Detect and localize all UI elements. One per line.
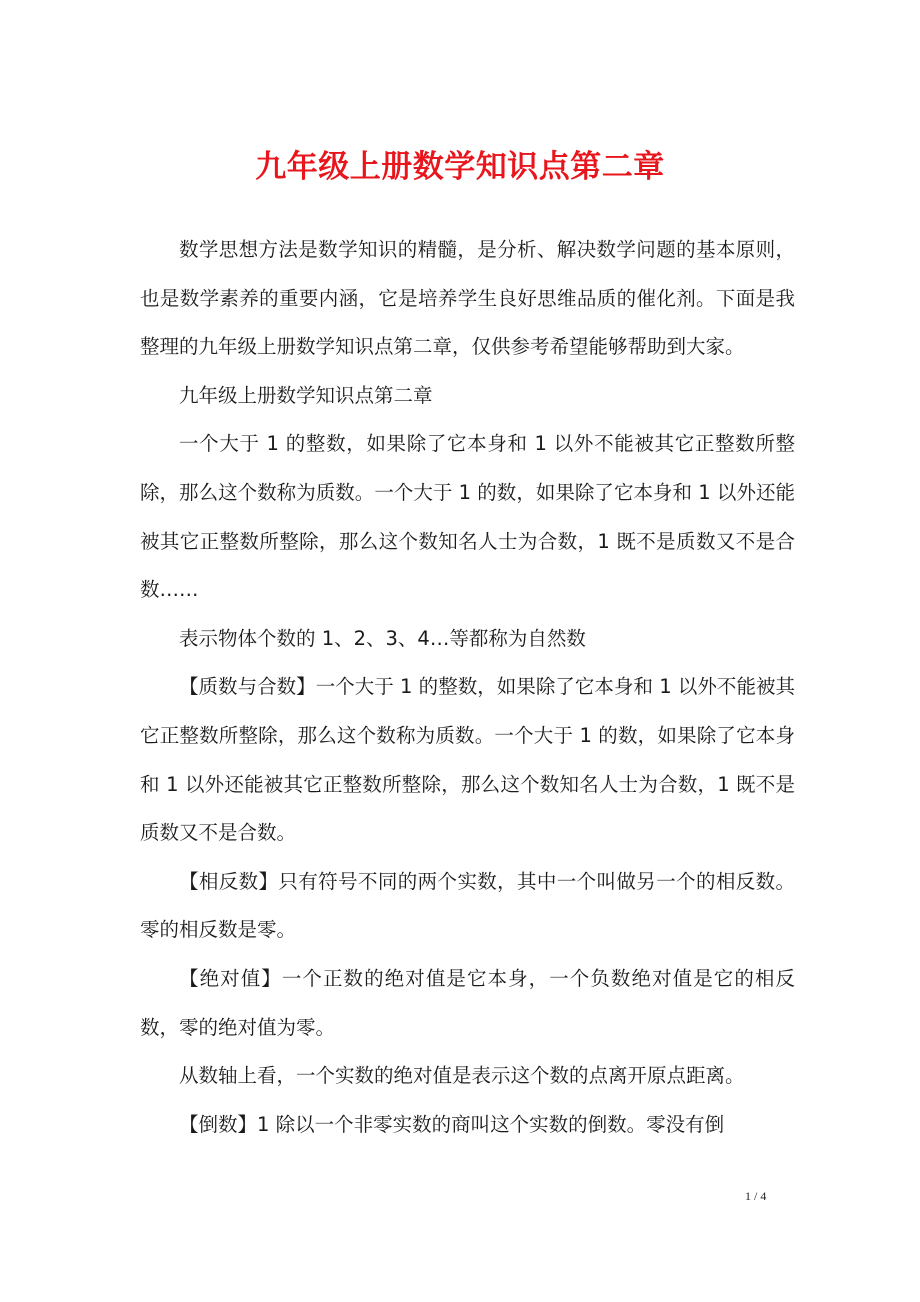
paragraph-natural-numbers: 表示物体个数的 1、2、3、4…等都称为自然数 xyxy=(179,626,586,650)
document-title: 九年级上册数学知识点第二章 xyxy=(255,149,665,185)
paragraph-intro: 数学思想方法是数学知识的精髓，是分析、解决数学问题的基本原则，也是数学素养的重要内涵，它是培养学生良好思维品质的催化剂。下面是我整理的九年级上册数学知识点第二章，仅供参考希望能够帮助到大家。 xyxy=(140,238,795,359)
paragraph-subheading: 九年级上册数学知识点第二章 xyxy=(179,383,433,407)
paragraph-reciprocal: 【倒数】1 除以一个非零实数的商叫这个实数的倒数。零没有倒 xyxy=(179,1112,725,1136)
paragraph-absolute-value: 【绝对值】一个正数的绝对值是它本身，一个负数绝对值是它的相反数，零的绝对值为零。 xyxy=(140,966,795,1039)
paragraph-prime-summary: 一个大于 1 的整数，如果除了它本身和 1 以外不能被其它正整数所整除，那么这个数称为质数。一个大于 1 的数，如果除了它本身和 1 以外还能被其它正整数所整除，那么这个数知名人士为合数，1 既不是质数又不是合数…… xyxy=(140,432,795,602)
paragraph-opposite-number: 【相反数】只有符号不同的两个实数，其中一个叫做另一个的相反数。零的相反数是零。 xyxy=(140,869,795,942)
paragraph-prime-composite: 【质数与合数】一个大于 1 的整数，如果除了它本身和 1 以外不能被其它正整数所整除，那么这个数称为质数。一个大于 1 的数，如果除了它本身和 1 以外还能被其它正整数所整除，那么这个数知名人士为合数，1 既不是质数又不是合数。 xyxy=(140,675,795,845)
paragraph-number-line: 从数轴上看，一个实数的绝对值是表示这个数的点离开原点距离。 xyxy=(179,1064,745,1088)
document-body xyxy=(140,226,795,1149)
page-number: 1 / 4 xyxy=(745,1189,767,1203)
